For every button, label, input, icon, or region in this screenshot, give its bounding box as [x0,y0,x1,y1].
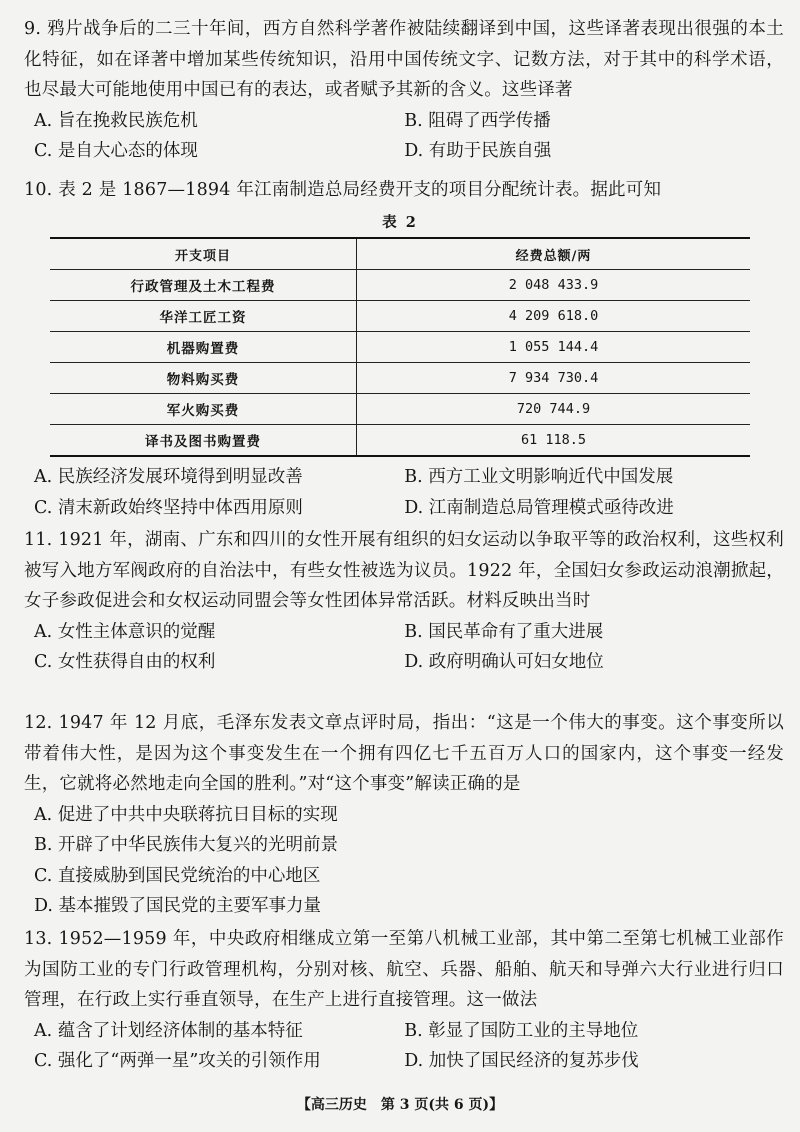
question-10-option-a[interactable]: A. 民族经济发展环境得到明显改善 [34,467,303,487]
table-cell-item: 军火购买费 [50,394,357,425]
question-13-options-row-1 [24,1016,784,1047]
table-header-amount: 经费总额/两 [357,238,751,270]
table-cell-item: 华洋工匠工资 [50,301,357,332]
question-9-options-row-2 [24,136,784,167]
question-10-option-d[interactable]: D. 江南制造总局管理模式亟待改进 [404,497,674,518]
question-13-option-c[interactable]: C. 强化了“两弹一星”攻关的引领作用 [34,1051,321,1071]
table-cell-amount: 61 118.5 [357,425,751,457]
question-11 [24,525,784,678]
question-10-option-b[interactable]: B. 西方工业文明影响近代中国发展 [404,467,674,487]
question-9 [24,14,784,167]
question-11-options-row-2 [24,647,784,678]
table-cell-amount: 720 744.9 [357,394,751,425]
table-cell-item: 机器购置费 [50,332,357,363]
page-footer: 【高三历史 第 3 页(共 6 页)】 [296,1097,504,1113]
table-row [50,425,750,457]
question-9-options-row-1 [24,106,784,137]
table-cell-amount: 4 209 618.0 [357,301,751,332]
question-11-option-a[interactable]: A. 女性主体意识的觉醒 [34,621,216,642]
question-9-option-a[interactable]: A. 旨在挽救民族危机 [34,110,198,131]
table-cell-item: 行政管理及土木工程费 [50,270,357,301]
question-9-stem: 9. 鸦片战争后的二三十年间，西方自然科学著作被陆续翻译到中国，这些译著表现出很强的本土化特征，如在译著中增加某些传统知识，沿用中国传统文字、记数方法，对于其中的科学术语，也尽最大可能地使用中国已有的表达，或者赋予其新的含义。这些译著 [24,19,784,100]
question-13 [24,924,784,1077]
question-13-option-b[interactable]: B. 彰显了国防工业的主导地位 [404,1020,639,1041]
question-13-options-row-2 [24,1046,784,1077]
table-cell-amount: 1 055 144.4 [357,332,751,363]
question-12-option-a[interactable]: A. 促进了中共中央联蒋抗日目标的实现 [34,804,338,825]
table-caption: 表 2 [382,214,418,231]
table-row [50,270,750,301]
question-13-stem: 13. 1952—1959 年，中央政府相继成立第一至第八机械工业部，其中第二至第七机械工业部作为国防工业的专门行政管理机构，分别对核、航空、兵器、船舶、航天和导弹六大行业进行归口管理，在行政上实行垂直领导，在生产上进行直接管理。这一做法 [24,929,784,1010]
expense-table [50,237,750,457]
question-9-option-d[interactable]: D. 有助于民族自强 [404,141,552,161]
question-13-option-d[interactable]: D. 加快了国民经济的复苏步伐 [404,1051,639,1071]
table-row [50,301,750,332]
question-13-option-a[interactable]: A. 蕴含了计划经济体制的基本特征 [34,1020,303,1041]
question-10-options [24,462,784,523]
question-10-options-row-2 [24,493,784,524]
question-10-stem-block [24,175,784,206]
question-12-option-c[interactable]: C. 直接威胁到国民党统治的中心地区 [34,865,321,886]
question-11-option-b[interactable]: B. 国民革命有了重大进展 [404,621,604,642]
table-row [50,363,750,394]
question-9-option-b[interactable]: B. 阻碍了西学传播 [404,110,551,131]
table-row [50,332,750,363]
question-12-stem: 12. 1947 年 12 月底，毛泽东发表文章点评时局，指出：“这是一个伟大的事变。这个事变所以带着伟大性，是因为这个事变发生在一个拥有四亿七千五百万人口的国家内，这个事变一经发生，它就将必然地走向全国的胜利。”对“这个事变”解读正确的是 [24,713,784,794]
question-12-option-b[interactable]: B. 开辟了中华民族伟大复兴的光明前景 [34,835,338,855]
question-11-stem: 11. 1921 年，湖南、广东和四川的女性开展有组织的妇女运动以争取平等的政治权利，这些权利被写入地方军阀政府的自治法中，有些女性被选为议员。1922 年，全国妇女参政运动浪潮掀起，女子参政促进会和女权运动同盟会等女性团体异常活跃。材料反映出当时 [24,530,784,611]
question-11-options-row-1 [24,617,784,648]
question-11-option-d[interactable]: D. 政府明确认可妇女地位 [404,652,604,672]
table-cell-item: 译书及图书购置费 [50,425,357,457]
question-10-options-row-1 [24,462,784,493]
question-9-option-c[interactable]: C. 是自大心态的体现 [34,141,198,161]
question-12 [24,708,784,922]
question-10-option-c[interactable]: C. 清末新政始终坚持中体西用原则 [34,497,303,518]
question-10-stem: 10. 表 2 是 1867—1894 年江南制造总局经费开支的项目分配统计表。据此可知 [24,180,662,200]
question-11-option-c[interactable]: C. 女性获得自由的权利 [34,652,216,672]
table-header-item: 开支项目 [50,238,357,270]
table-header-row [50,238,750,270]
table-cell-item: 物料购买费 [50,363,357,394]
table-cell-amount: 2 048 433.9 [357,270,751,301]
table-cell-amount: 7 934 730.4 [357,363,751,394]
question-12-option-d[interactable]: D. 基本摧毁了国民党的主要军事力量 [34,896,322,916]
table-row [50,394,750,425]
